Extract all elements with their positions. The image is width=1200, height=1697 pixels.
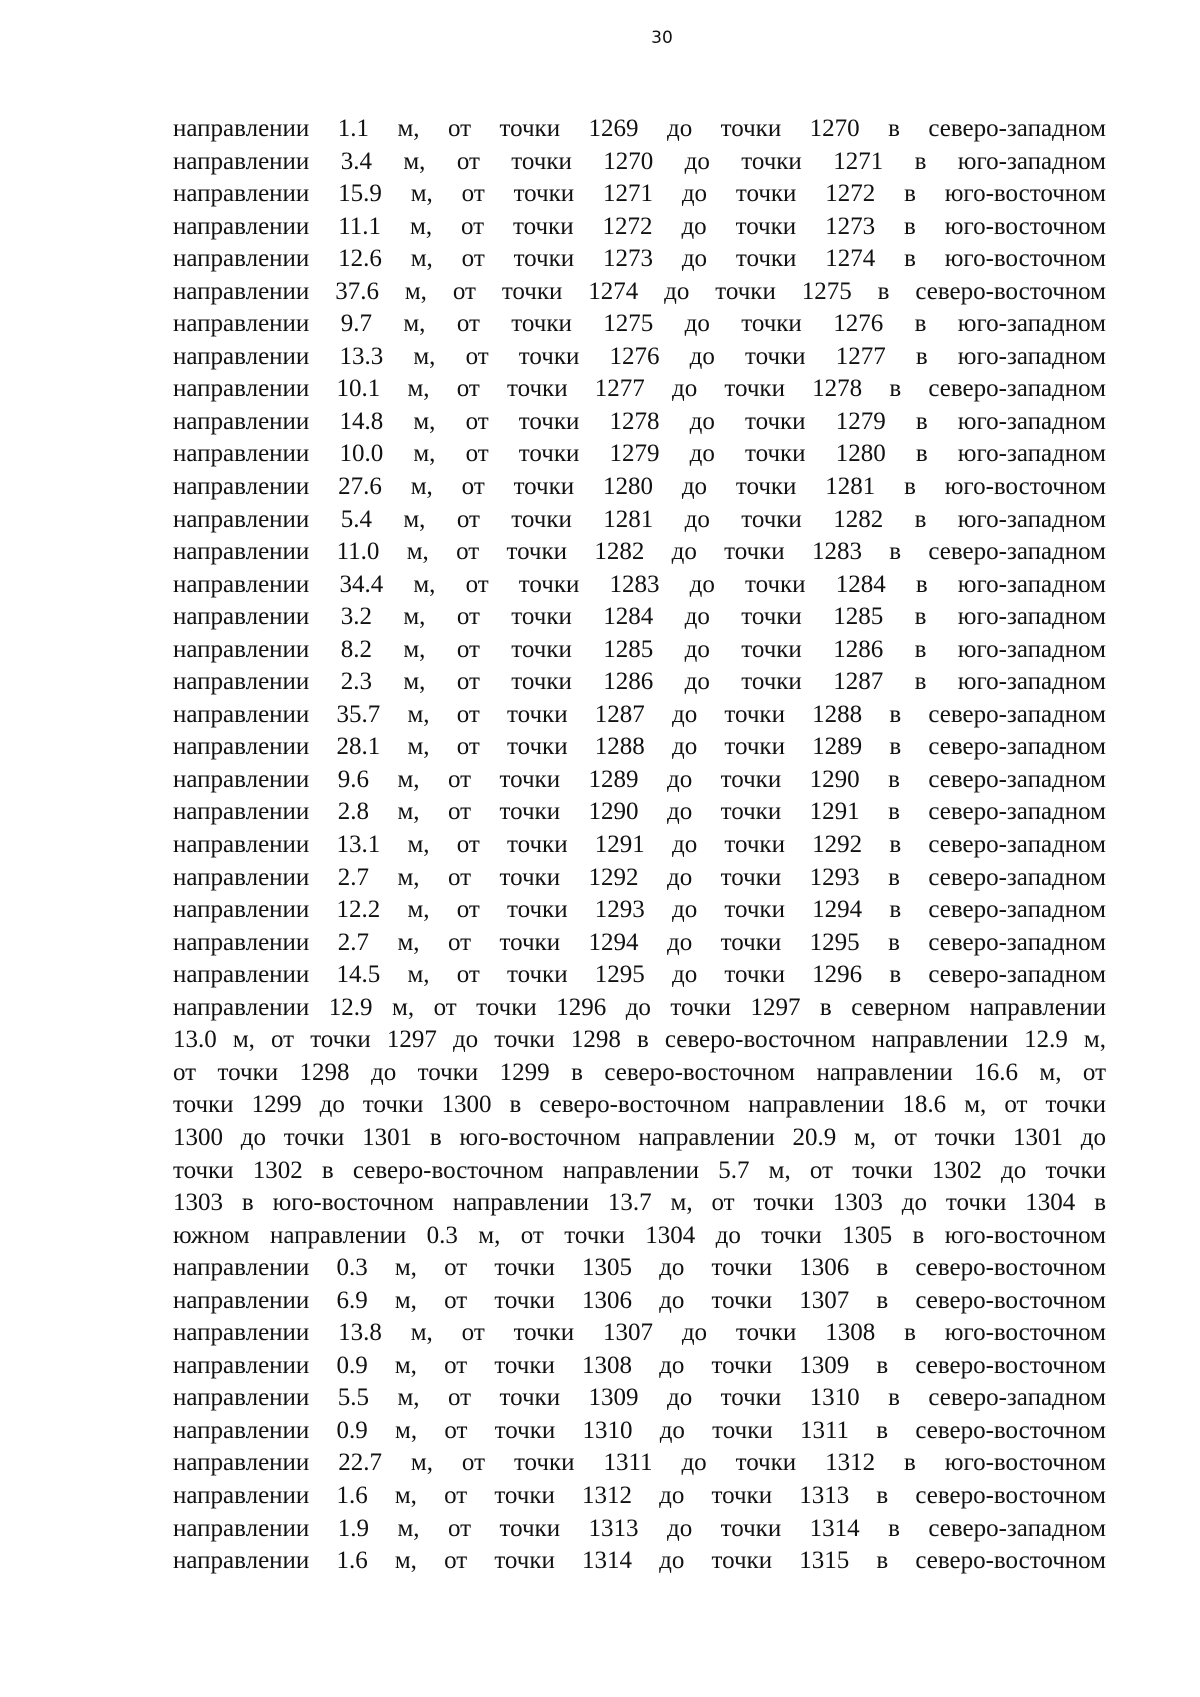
text-line: направлении 1.9 м, от точки 1313 до точки 1314 в северо-западном [173, 1514, 1106, 1542]
text-line: направлении 1.6 м, от точки 1314 до точки 1315 в северо-восточном [173, 1547, 1106, 1575]
text-line: направлении 8.2 м, от точки 1285 до точки 1286 в юго-западном [173, 635, 1106, 663]
text-line: направлении 3.2 м, от точки 1284 до точки 1285 в юго-западном [173, 603, 1106, 631]
text-line: направлении 12.2 м, от точки 1293 до точки 1294 в северо-западном [173, 896, 1106, 924]
text-line: направлении 28.1 м, от точки 1288 до точки 1289 в северо-западном [173, 733, 1106, 761]
text-line: 1300 до точки 1301 в юго-восточном направлении 20.9 м, от точки 1301 до [173, 1123, 1106, 1151]
text-line: направлении 5.5 м, от точки 1309 до точки 1310 в северо-западном [173, 1384, 1106, 1412]
text-line: направлении 12.9 м, от точки 1296 до точки 1297 в северном направлении [173, 993, 1106, 1021]
text-line: направлении 11.0 м, от точки 1282 до точки 1283 в северо-западном [173, 538, 1106, 566]
text-line: направлении 13.8 м, от точки 1307 до точки 1308 в юго-восточном [173, 1319, 1106, 1347]
text-line: направлении 12.6 м, от точки 1273 до точки 1274 в юго-восточном [173, 245, 1106, 273]
text-line: направлении 3.4 м, от точки 1270 до точки 1271 в юго-западном [173, 147, 1106, 175]
text-line: точки 1299 до точки 1300 в северо-восточном направлении 18.6 м, от точки [173, 1091, 1106, 1119]
text-line: направлении 34.4 м, от точки 1283 до точки 1284 в юго-западном [173, 570, 1106, 598]
text-line: направлении 0.9 м, от точки 1308 до точки 1309 в северо-восточном [173, 1351, 1106, 1379]
text-line: направлении 0.3 м, от точки 1305 до точки 1306 в северо-восточном [173, 1254, 1106, 1282]
text-line: 13.0 м, от точки 1297 до точки 1298 в северо-восточном направлении 12.9 м, [173, 1026, 1106, 1054]
text-line: направлении 0.9 м, от точки 1310 до точки 1311 в северо-восточном [173, 1416, 1106, 1444]
text-line: направлении 13.1 м, от точки 1291 до точки 1292 в северо-западном [173, 831, 1106, 859]
text-line: направлении 1.1 м, от точки 1269 до точки 1270 в северо-западном [173, 115, 1106, 142]
text-line: точки 1302 в северо-восточном направлении 5.7 м, от точки 1302 до точки [173, 1156, 1106, 1184]
text-line: от точки 1298 до точки 1299 в северо-восточном направлении 16.6 м, от [173, 1058, 1106, 1086]
text-line: направлении 2.3 м, от точки 1286 до точки 1287 в юго-западном [173, 668, 1106, 696]
text-line: направлении 14.5 м, от точки 1295 до точки 1296 в северо-западном [173, 961, 1106, 989]
document-body [173, 113, 1106, 1578]
text-line: направлении 10.0 м, от точки 1279 до точки 1280 в юго-западном [173, 440, 1106, 468]
text-line: направлении 14.8 м, от точки 1278 до точки 1279 в юго-западном [173, 407, 1106, 435]
text-line: направлении 1.6 м, от точки 1312 до точки 1313 в северо-восточном [173, 1481, 1106, 1509]
text-line: направлении 6.9 м, от точки 1306 до точки 1307 в северо-восточном [173, 1286, 1106, 1314]
text-line: направлении 9.7 м, от точки 1275 до точки 1276 в юго-западном [173, 310, 1106, 338]
text-line: направлении 13.3 м, от точки 1276 до точки 1277 в юго-западном [173, 342, 1106, 370]
text-line: направлении 10.1 м, от точки 1277 до точки 1278 в северо-западном [173, 375, 1106, 403]
text-line: направлении 35.7 м, от точки 1287 до точки 1288 в северо-западном [173, 700, 1106, 728]
text-line: направлении 2.7 м, от точки 1292 до точки 1293 в северо-западном [173, 863, 1106, 891]
text-line: направлении 2.7 м, от точки 1294 до точки 1295 в северо-западном [173, 928, 1106, 956]
page-number: 30 [651, 28, 673, 48]
text-line: направлении 2.8 м, от точки 1290 до точки 1291 в северо-западном [173, 798, 1106, 826]
text-line: направлении 9.6 м, от точки 1289 до точки 1290 в северо-западном [173, 765, 1106, 793]
text-line: направлении 22.7 м, от точки 1311 до точки 1312 в юго-восточном [173, 1449, 1106, 1477]
text-line: 1303 в юго-восточном направлении 13.7 м, от точки 1303 до точки 1304 в [173, 1189, 1106, 1217]
text-line: направлении 11.1 м, от точки 1272 до точки 1273 в юго-восточном [173, 212, 1106, 240]
text-line: направлении 15.9 м, от точки 1271 до точки 1272 в юго-восточном [173, 180, 1106, 208]
text-line: направлении 37.6 м, от точки 1274 до точки 1275 в северо-восточном [173, 277, 1106, 305]
text-line: направлении 27.6 м, от точки 1280 до точки 1281 в юго-восточном [173, 473, 1106, 501]
text-line: направлении 5.4 м, от точки 1281 до точки 1282 в юго-западном [173, 505, 1106, 533]
text-line: южном направлении 0.3 м, от точки 1304 до точки 1305 в юго-восточном [173, 1221, 1106, 1249]
